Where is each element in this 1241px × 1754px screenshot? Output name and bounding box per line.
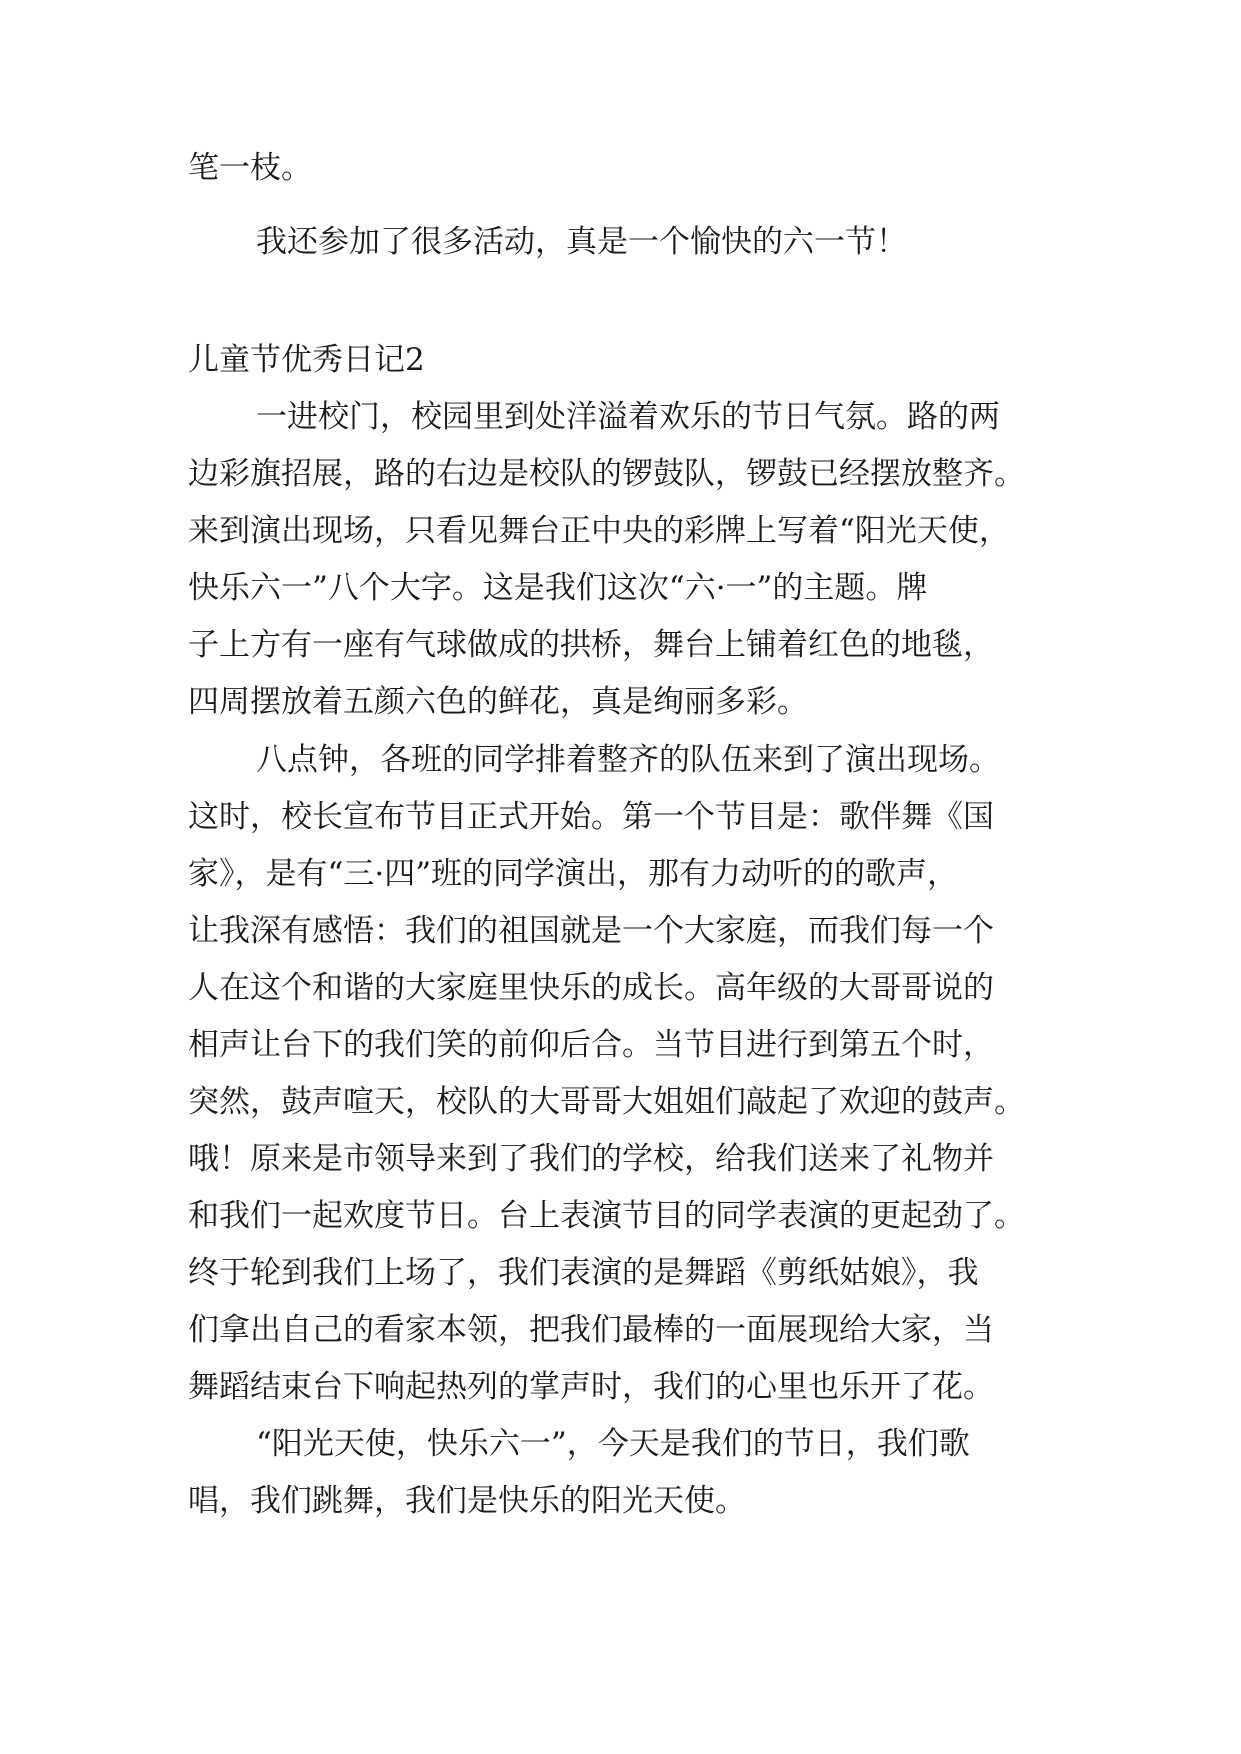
text-line: 人在这个和谐的大家庭里快乐的成长。高年级的大哥哥说的 — [188, 970, 994, 1006]
text-line: “阳光天使，快乐六一”，今天是我们的节日，我们歌 — [256, 1426, 970, 1462]
text-line: 让我深有感悟：我们的祖国就是一个大家庭，而我们每一个 — [188, 913, 994, 949]
text-line: 一进校门，校园里到处洋溢着欢乐的节日气氛。路的两 — [256, 399, 1000, 435]
text-line: 八点钟，各班的同学排着整齐的队伍来到了演出现场。 — [256, 742, 1000, 778]
text-line: 和我们一起欢度节日。台上表演节目的同学表演的更起劲了。 — [188, 1198, 1025, 1234]
text-line: 突然，鼓声喧天，校队的大哥哥大姐姐们敲起了欢迎的鼓声。 — [188, 1084, 1025, 1120]
text-line: 这时，校长宣布节目正式开始。第一个节目是：歌伴舞《国 — [188, 799, 994, 835]
text-line: 子上方有一座有气球做成的拱桥，舞台上铺着红色的地毯， — [188, 627, 994, 663]
text-line: 我还参加了很多活动，真是一个愉快的六一节！ — [256, 224, 907, 260]
text-line: 哦！原来是市领导来到了我们的学校，给我们送来了礼物并 — [188, 1141, 994, 1177]
text-line: 快乐六一”八个大字。这是我们这次“六·一”的主题。牌 — [188, 570, 928, 606]
text-line: 笔一枝。 — [188, 150, 312, 186]
text-line: 边彩旗招展，路的右边是校队的锣鼓队，锣鼓已经摆放整齐。 — [188, 456, 1025, 492]
text-line: 四周摆放着五颜六色的鲜花，真是绚丽多彩。 — [188, 684, 808, 720]
text-line: 家》，是有“三·四”班的同学演出，那有力动听的的歌声， — [188, 856, 959, 892]
text-line: 唱，我们跳舞，我们是快乐的阳光天使。 — [188, 1483, 746, 1519]
text-line: 相声让台下的我们笑的前仰后合。当节目进行到第五个时， — [188, 1027, 994, 1063]
text-line: 舞蹈结束台下响起热列的掌声时，我们的心里也乐开了花。 — [188, 1369, 994, 1405]
text-line: 终于轮到我们上场了，我们表演的是舞蹈《剪纸姑娘》，我 — [188, 1255, 979, 1291]
text-line: 们拿出自己的看家本领，把我们最棒的一面展现给大家，当 — [188, 1312, 994, 1348]
text-line: 来到演出现场，只看见舞台正中央的彩牌上写着“阳光天使， — [188, 513, 1010, 549]
section-title: 儿童节优秀日记2 — [188, 342, 425, 378]
